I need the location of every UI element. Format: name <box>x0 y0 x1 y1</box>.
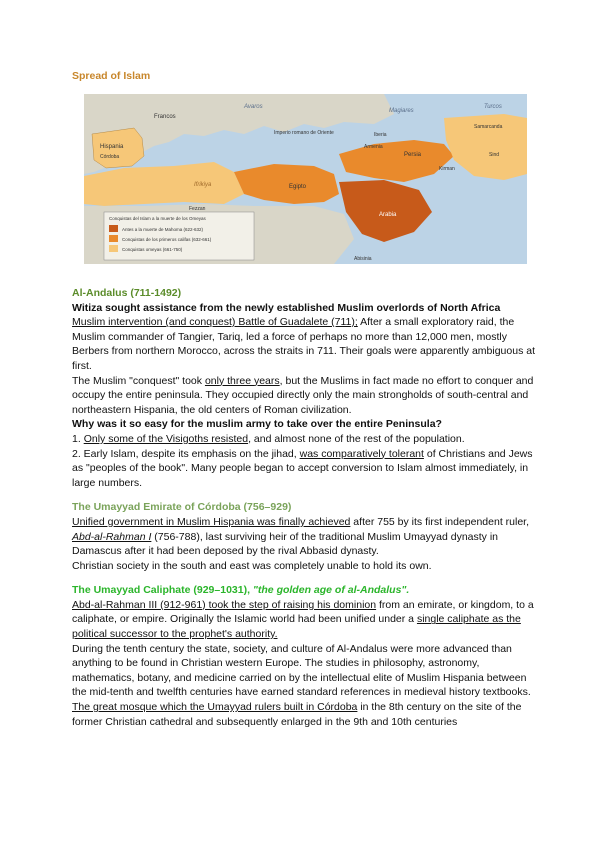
label-samarcanda: Samarcanda <box>474 124 503 130</box>
caliphate-underline: Abd-al-Rahman III (912-961) took the step of raising his dominion <box>72 598 377 611</box>
document-page <box>72 70 542 729</box>
label-turcos: Turcos <box>484 104 502 110</box>
subheading-witiza: Witiza sought assistance from the newly established Muslim overlords of North Africa <box>72 301 501 314</box>
legend-item-2: Conquistas de los primeros califas (632-661) <box>122 237 212 242</box>
label-ifrikiya: Ifrikiya <box>194 182 212 188</box>
legend-item-3: Conquistas omeyas (661-750) <box>122 247 183 252</box>
label-avaros: Avaros <box>244 104 263 110</box>
label-iberia: Iberia <box>374 132 387 138</box>
legend-item-1: Antes a la muerte de Mahoma (622-632) <box>122 227 204 232</box>
great-mosque-text: in the 8th century on the site of the former Christian cathedral and subsequently enlarged in the 9th and 10th centuries <box>72 701 522 728</box>
heading-caliphate <box>72 583 542 598</box>
legend-swatch-dark <box>109 225 118 232</box>
reason-2-underline: was comparatively tolerant <box>299 447 424 460</box>
paragraph-caliphate <box>72 598 542 642</box>
paragraph-intervention-text: After a small exploratory raid, the Muslim commander of Tangier, Tariq, led a force of perhaps no more than 12,000 men, mostly Berbers from northern Morocco, across the straits in 711. Their goals were apparently ambiguous at first. <box>72 316 535 372</box>
label-sind: Sind <box>489 152 500 158</box>
label-imperio: Imperio romano de Oriente <box>274 130 334 136</box>
label-arabia: Arabia <box>379 212 397 218</box>
section-emirate <box>72 500 542 573</box>
label-egipto: Egipto <box>289 184 307 190</box>
legend-swatch-mid <box>109 235 118 242</box>
paragraph-great-mosque <box>72 700 542 729</box>
label-magiares: Magiares <box>389 108 414 114</box>
label-cordoba: Córdoba <box>100 154 120 160</box>
label-francos: Francos <box>154 114 176 120</box>
heading-al-andalus: Al-Andalus (711-1492) <box>72 287 182 299</box>
reason-1-num: 1. <box>72 432 84 445</box>
reason-2 <box>72 447 542 491</box>
reason-1 <box>72 432 542 447</box>
caliphate-underline-2: single caliphate as the political successor to the prophet's authority. <box>72 613 521 641</box>
section-al-andalus <box>72 286 542 490</box>
conquest-text-b: , but the Muslims in fact made no effort to conquer and occupy the entire peninsula. They occupied directly only the main strongholds of south-central and northeastern Hispania, the old centers of Roman civilization. <box>72 374 534 416</box>
legend-swatch-light <box>109 245 118 252</box>
paragraph-conquest <box>72 374 542 418</box>
section-caliphate <box>72 583 542 729</box>
paragraph-emirate <box>72 515 542 559</box>
link-battle-guadalete[interactable]: Muslim intervention (and conquest) Battle of Guadalete (711); <box>72 316 358 329</box>
reason-1-text: , and almost none of the rest of the population. <box>248 432 465 445</box>
page-title: Spread of Islam <box>72 70 151 82</box>
emirate-text-b: (756-788), last surviving heir of the traditional Muslim Umayyad dynasty in Damascus after it had been deposed by the rival Abbasid dynasty. <box>72 530 499 558</box>
paragraph-tenth-century: During the tenth century the state, society, and culture of Al-Andalus were more advanced than anything to be found in Christian western Europe. The studies in philosophy, astronomy, mathematics, botany, and medicine carried on by the intellectual elite of Muslim Hispania between the mid-tenth and twelfth centuries have earned standard references in medieval history textbooks. <box>72 642 531 699</box>
reason-2-text-a: 2. Early Islam, despite its emphasis on the jihad, <box>72 447 300 460</box>
label-armenia: Armenia <box>364 144 383 150</box>
reason-2-text-b: of Christians and Jews as "peoples of the book". Many people began to accept conversion to Islam almost immediately, in large numbers. <box>72 447 533 489</box>
question: Why was it so easy for the muslim army to take over the entire Peninsula? <box>72 418 442 431</box>
reason-1-underline: Only some of the Visigoths resisted <box>83 432 249 445</box>
label-persia: Persia <box>404 152 422 158</box>
label-hispania: Hispania <box>100 144 124 150</box>
heading-caliphate-em: "the golden age of al-Andalus". <box>252 584 410 597</box>
legend-title: Conquistas del Islam a la muerte de los Omeyas <box>109 216 206 221</box>
spread-of-islam-map <box>84 94 527 264</box>
paragraph-intervention <box>72 315 542 373</box>
emirate-text-a: after 755 by its first independent ruler, <box>350 515 529 528</box>
label-kirman: Kirman <box>439 166 455 172</box>
caliphate-text-a: from an emirate, or kingdom, to a caliphate, or empire. Originally the Islamic world had been unified under a <box>72 598 534 626</box>
map-image <box>84 94 527 264</box>
great-mosque-underline: The great mosque which the Umayyad rulers built in Córdoba <box>72 701 358 714</box>
heading-emirate: The Umayyad Emirate of Córdoba (756–929) <box>72 501 292 514</box>
label-abisinia: Abisinia <box>354 256 372 262</box>
conquest-text-a: The Muslim "conquest" took <box>72 374 205 387</box>
conquest-underline: only three years <box>204 374 280 387</box>
paragraph-christian-society: Christian society in the south and east was completely unable to hold its own. <box>72 559 432 572</box>
heading-caliphate-text: The Umayyad Caliphate (929–1031), <box>72 584 253 597</box>
label-fezzan: Fezzan <box>189 206 206 212</box>
abd-al-rahman-i: Abd-al-Rahman I <box>72 530 152 543</box>
emirate-underline: Unified government in Muslim Hispania was finally achieved <box>72 515 351 528</box>
